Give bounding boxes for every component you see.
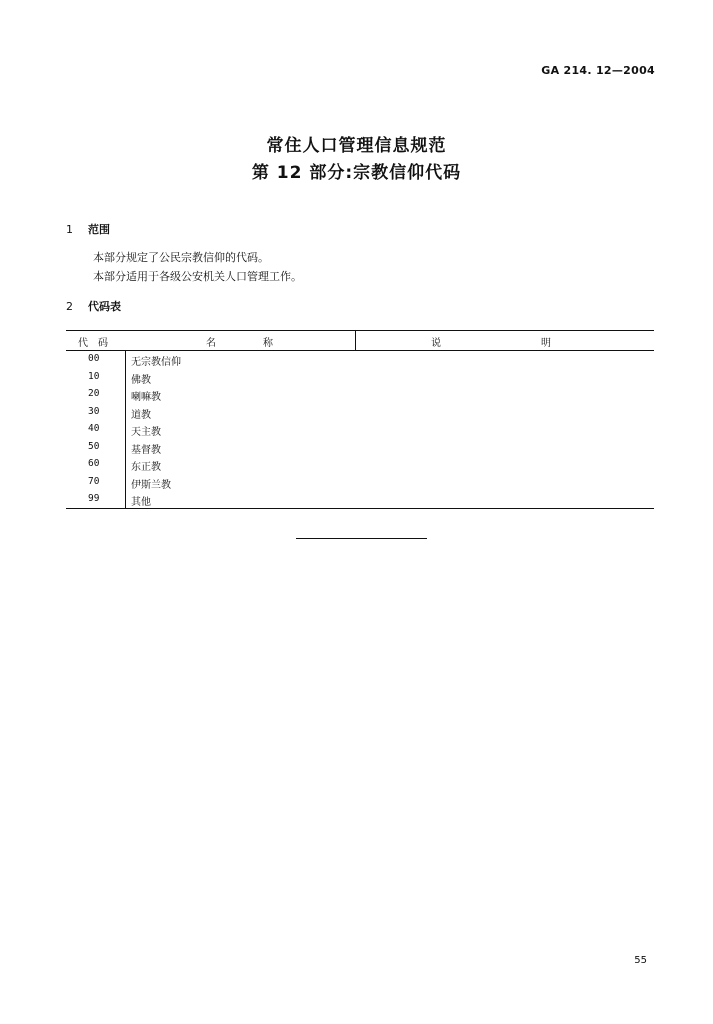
row-code: 40 xyxy=(88,423,100,434)
section-1-title: 范围 xyxy=(88,223,110,236)
code-table xyxy=(66,330,654,509)
row-code: 00 xyxy=(88,353,100,364)
table-row xyxy=(66,351,654,369)
row-code: 20 xyxy=(88,388,100,399)
section-1-number: 1 xyxy=(66,223,73,236)
table-row xyxy=(66,421,654,439)
row-name: 基督教 xyxy=(131,444,161,456)
standard-number: GA 214. 12—2004 xyxy=(541,64,655,77)
row-name: 其他 xyxy=(131,497,151,508)
row-code: 60 xyxy=(88,458,100,469)
end-of-standard-rule xyxy=(296,538,427,539)
header-desc-part2: 明 xyxy=(541,338,551,349)
section-2-number: 2 xyxy=(66,300,73,313)
row-name: 喇嘛教 xyxy=(131,392,161,403)
section-2-title: 代码表 xyxy=(88,300,121,313)
row-name: 无宗教信仰 xyxy=(131,357,181,368)
header-desc-part1: 说 xyxy=(431,338,441,349)
section-2-heading xyxy=(66,298,121,314)
row-code: 30 xyxy=(88,405,100,417)
table-row xyxy=(66,456,654,474)
table-row xyxy=(66,404,654,422)
column-divider-name xyxy=(355,331,356,350)
table-row xyxy=(66,491,654,509)
row-name: 东正教 xyxy=(131,462,161,473)
page-number: 55 xyxy=(634,955,647,966)
row-name: 道教 xyxy=(131,409,151,421)
row-name: 佛教 xyxy=(131,374,151,386)
row-code: 10 xyxy=(88,370,100,382)
header-name-part1: 名 xyxy=(206,338,216,349)
table-body xyxy=(66,351,654,509)
header-name-part2: 称 xyxy=(263,338,273,349)
document-title-line2: 第 12 部分:宗教信仰代码 xyxy=(251,163,462,183)
section-1-heading xyxy=(66,221,110,237)
row-name: 天主教 xyxy=(131,427,161,438)
table-row xyxy=(66,439,654,457)
section-1-paragraph-2: 本部分适用于各级公安机关人口管理工作。 xyxy=(93,270,302,283)
document-title-line1: 常住人口管理信息规范 xyxy=(266,136,447,156)
header-code: 代码 xyxy=(78,338,118,349)
table-row xyxy=(66,369,654,387)
section-1-paragraph-1: 本部分规定了公民宗教信仰的代码。 xyxy=(93,251,269,264)
table-row xyxy=(66,474,654,492)
row-name: 伊斯兰教 xyxy=(131,479,171,491)
row-code: 99 xyxy=(88,493,100,504)
table-header-row xyxy=(66,331,654,351)
row-code: 50 xyxy=(88,440,100,452)
table-row xyxy=(66,386,654,404)
row-code: 70 xyxy=(88,475,100,487)
